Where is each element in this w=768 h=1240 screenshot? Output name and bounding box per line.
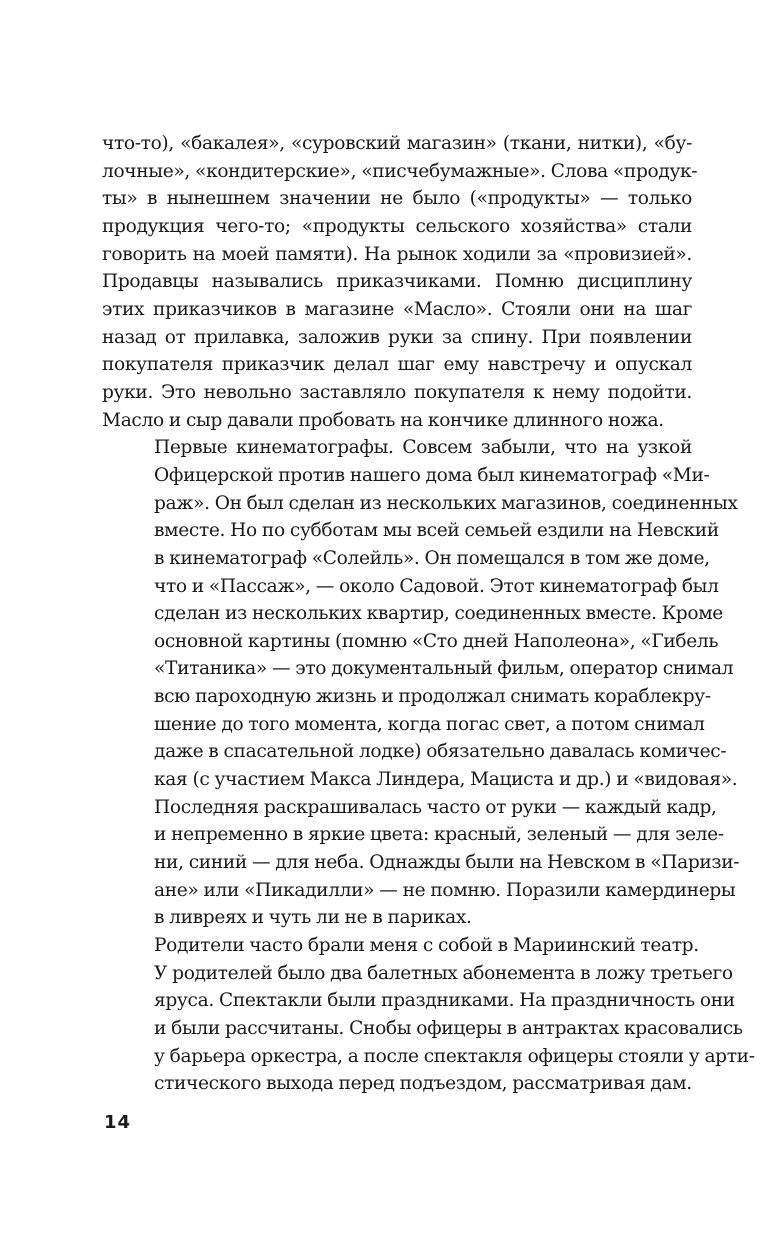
text-line: и были рассчитаны. Снобы офицеры в антрактах красовались xyxy=(154,1018,743,1039)
text-line: Офицерской против нашего дома был кинематограф «Ми- xyxy=(154,464,710,486)
text-line: сделан из нескольких квартир, соединенных вместе. Кроме xyxy=(154,603,723,625)
text-line: этих приказчиков в магазине «Масло». Стояли они на шаг xyxy=(102,298,692,320)
text-line: шение до того момента, когда погас свет, а потом снимал xyxy=(154,713,705,735)
text-line: вместе. Но по субботам мы всей семьей ездили на Невский xyxy=(154,520,719,542)
text-line: даже в спасательной лодке) обязательно давалась комичес- xyxy=(154,741,727,763)
paragraph-3 xyxy=(102,932,755,1098)
text-line: Продавцы назывались приказчиками. Помню дисциплину xyxy=(102,271,692,293)
text-line: Последняя раскрашивалась часто от руки — каждый кадр, xyxy=(154,796,717,818)
text-line: основной картины (помню «Сто дней Наполеона», «Гибель xyxy=(154,630,719,652)
paragraph-1 xyxy=(102,130,698,434)
text-line: говорить на моей памяти). На рынок ходили за «провизией». xyxy=(102,243,692,265)
text-line: ане» или «Пикадилли» — не помню. Поразили камердинеры xyxy=(154,879,736,901)
text-line: что и «Пассаж», — около Садовой. Этот кинематограф был xyxy=(154,575,719,597)
text-line: стического выхода перед подъездом, рассматривая дам. xyxy=(154,1073,692,1095)
text-line: лочные», «кондитерские», «писчебумажные». Слова «продук- xyxy=(102,160,698,182)
paragraph-2 xyxy=(102,434,740,932)
page-number: 14 xyxy=(104,1112,132,1133)
body-text xyxy=(102,130,755,1098)
text-line: Родители часто брали меня с собой в Мариинский театр. xyxy=(154,935,699,957)
text-line: всю пароходную жизнь и продолжал снимать кораблекру- xyxy=(154,686,711,708)
text-line: раж». Он был сделан из нескольких магазинов, соединенных xyxy=(154,492,738,514)
text-line: покупателя приказчик делал шаг ему навстречу и опускал xyxy=(102,354,692,376)
text-line: У родителей было два балетных абонемента в ложу третьего xyxy=(154,962,733,984)
text-line: в кинематограф «Солейль». Он помещался в том же доме, xyxy=(154,547,710,569)
text-line: Первые кинематографы. Совсем забыли, что на узкой xyxy=(154,437,692,459)
text-line: яруса. Спектакли были праздниками. На праздничность они xyxy=(154,990,735,1012)
text-line: кая (с участием Макса Линдера, Мациста и др.) и «видовая». xyxy=(154,769,738,791)
text-line: продукция чего-то; «продукты сельского хозяйства» стали xyxy=(102,215,692,237)
text-line: у барьера оркестра, а после спектакля офицеры стояли у арти- xyxy=(154,1045,755,1067)
text-line: ни, синий — для неба. Однажды были на Невском в «Паризи- xyxy=(154,852,740,874)
text-line: руки. Это невольно заставляло покупателя к нему подойти. xyxy=(102,381,692,403)
text-line: назад от прилавка, заложив руки за спину. При появлении xyxy=(102,326,692,348)
text-line: Масло и сыр давали пробовать на кончике длинного ножа. xyxy=(102,409,664,431)
text-line: и непременно в яркие цвета: красный, зеленый — для зеле- xyxy=(154,824,724,846)
text-line: что-то), «бакалея», «суровский магазин» (ткани, нитки), «бу- xyxy=(102,133,692,154)
text-line: «Титаника» — это документальный фильм, оператор снимал xyxy=(154,658,734,680)
text-line: в ливреях и чуть ли не в париках. xyxy=(154,907,472,929)
text-line: ты» в нынешнем значении не было («продукты» — только xyxy=(102,188,692,210)
